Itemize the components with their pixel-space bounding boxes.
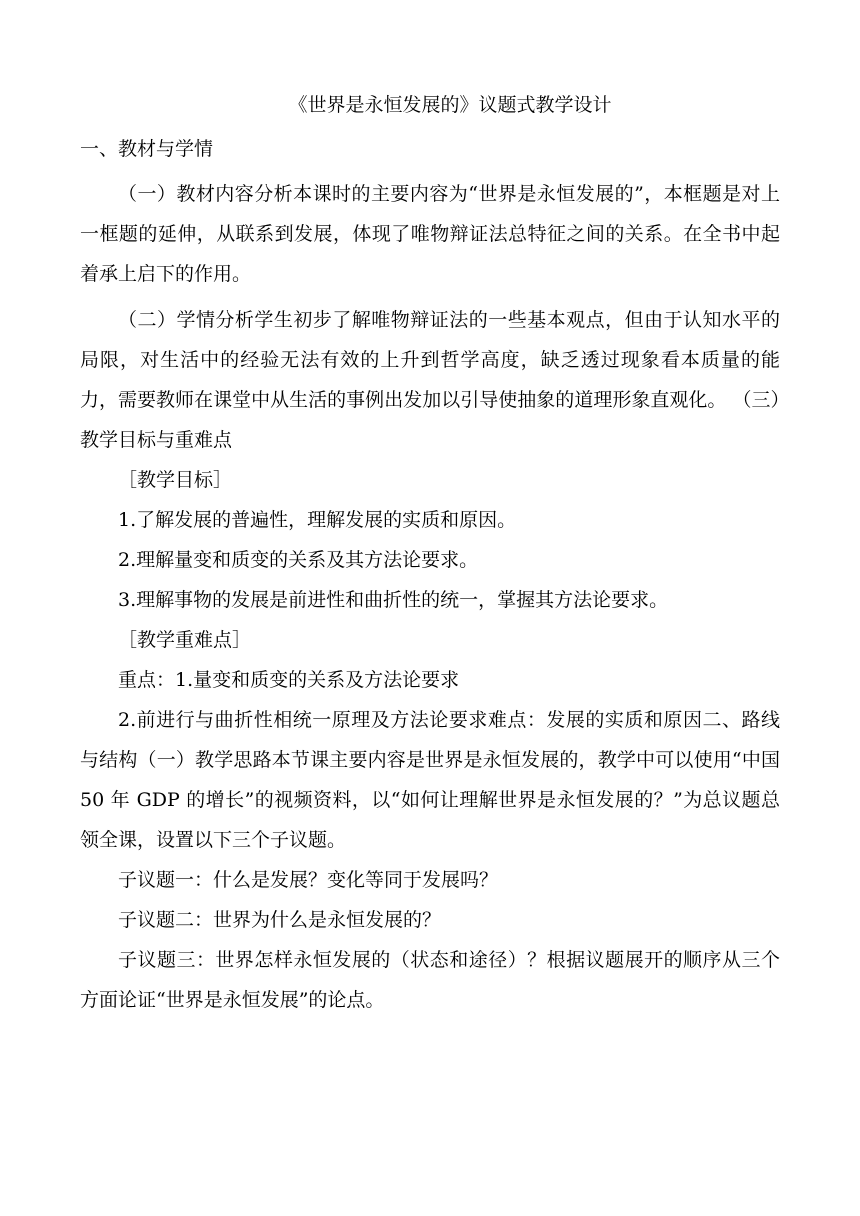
- objective-item-2: 2.理解量变和质变的关系及其方法论要求。: [118, 549, 479, 571]
- objective-item-3: 3.理解事物的发展是前进性和曲折性的统一，掌握其方法论要求。: [118, 589, 669, 611]
- keypoints-label: ［教学重难点］: [118, 629, 252, 651]
- section-heading-materials: 一、教材与学情: [80, 138, 214, 160]
- sub-topic-1: 子议题一：什么是发展？变化等同于发展吗？: [118, 869, 499, 891]
- sub-topic-2: 子议题二：世界为什么是永恒发展的？: [118, 909, 442, 931]
- paragraph-teaching-approach: 2.前进行与曲折性相统一原理及方法论要求难点：发展的实质和原因二、路线与结构（一）教学思路本节课主要内容是世界是永恒发展的，教学中可以使用“中国 50 年 GDP 的增长”的视频资料，以“如何让理解世界是永恒发展的？”为总议题总领全课，设置以下三个子议题。: [80, 709, 780, 851]
- objective-item-1: 1.了解发展的普遍性，理解发展的实质和原因。: [118, 509, 517, 531]
- paragraph-student-analysis: （二）学情分析学生初步了解唯物辩证法的一些基本观点，但由于认知水平的局限，对生活中的经验无法有效的上升到哲学高度，缺乏透过现象看本质量的能力，需要教师在课堂中从生活的事例出发加以引导使抽象的道理形象直观化。 （三）教学目标与重难点: [80, 309, 780, 451]
- document-title: 《世界是永恒发展的》议题式教学设计: [288, 94, 612, 116]
- objectives-label: ［教学目标］: [118, 469, 233, 491]
- keypoint-item-1: 重点：1.量变和质变的关系及方法论要求: [118, 669, 460, 691]
- sub-topic-3-paragraph: 子议题三：世界怎样永恒发展的（状态和途径）？根据议题展开的顺序从三个方面论证“世界是永恒发展”的论点。: [80, 949, 780, 1011]
- paragraph-material-analysis: （一）教材内容分析本课时的主要内容为“世界是永恒发展的”，本框题是对上一框题的延伸，从联系到发展，体现了唯物辩证法总特征之间的关系。在全书中起着承上启下的作用。: [80, 183, 780, 285]
